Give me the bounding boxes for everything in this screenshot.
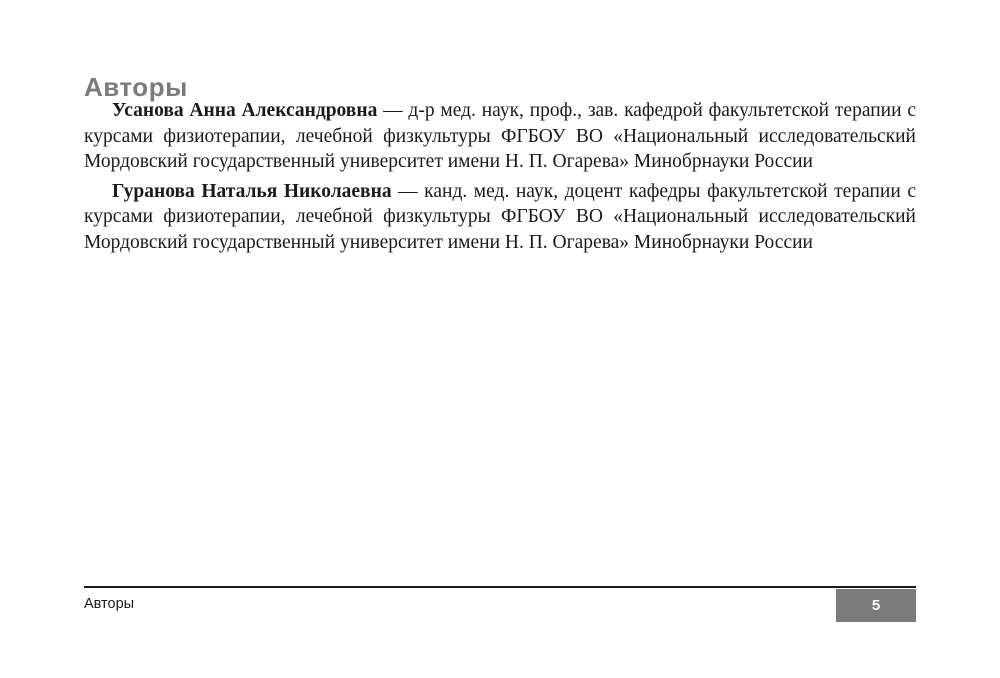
page-number-badge (836, 589, 916, 622)
page-title: Авторы (84, 72, 188, 103)
page-number: 5 (871, 597, 881, 614)
footer-divider (84, 586, 916, 588)
author-description: — д-р мед. наук, проф., зав. кафедрой факультетской терапии с курсами физиотерапии, лечебной физкультуры ФГБОУ ВО «Национальный исследовательский Мордовский государственный университет имени Н. П. Огарева» Минобрнауки России (84, 100, 916, 172)
author-name: Гуранова Наталья Николаевна (112, 180, 392, 202)
author-name: Усанова Анна Александровна (112, 100, 378, 121)
authors-list (84, 98, 916, 259)
author-description: — канд. мед. наук, доцент кафедры факультетской терапии с курсами физиотерапии, лечебной физкультуры ФГБОУ ВО «Национальный исследовательский Мордовский государственный университет имени Н. П. Огарева» Минобрнауки России (84, 180, 916, 253)
footer-section-label: Авторы (84, 596, 135, 612)
author-entry (84, 98, 916, 175)
author-entry (84, 179, 916, 256)
